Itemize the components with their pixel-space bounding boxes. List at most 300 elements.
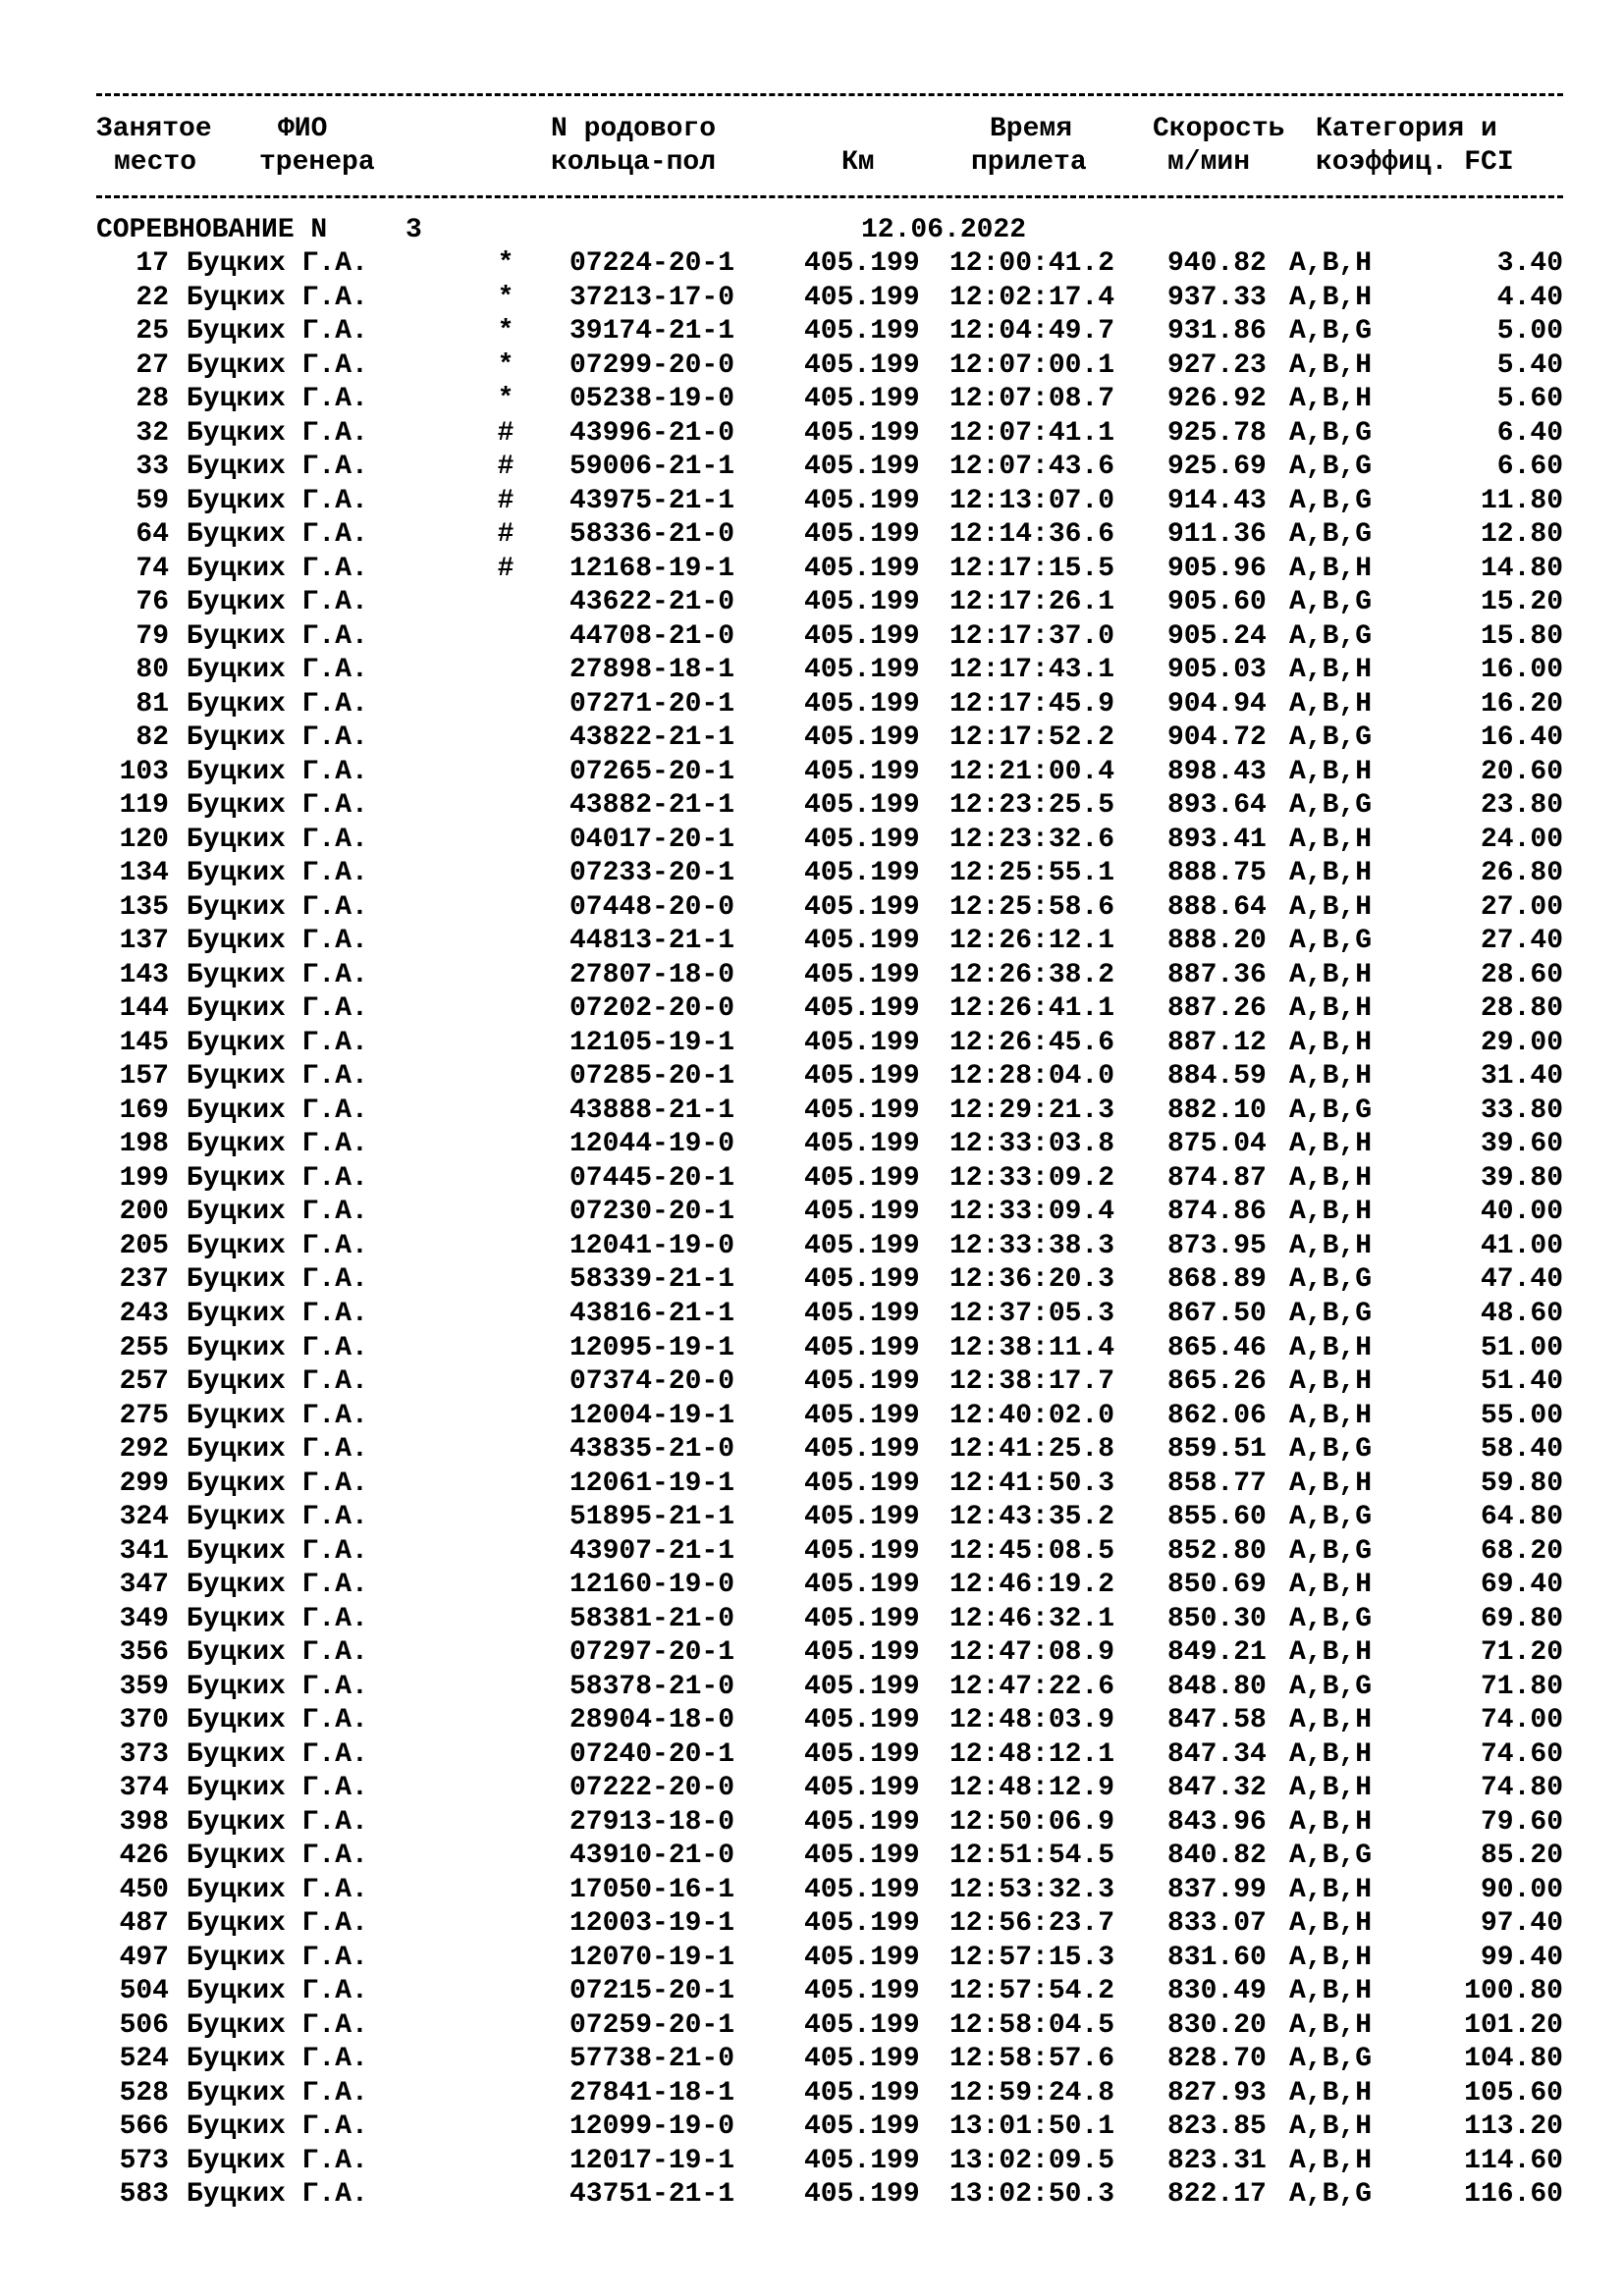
- ring-number-cell: 51895-21-1: [569, 1502, 735, 1533]
- category-cell: A,B,G: [1289, 1535, 1373, 1567]
- distance-cell: 405.199: [804, 1841, 920, 1872]
- category-cell: A,B,G: [1289, 1298, 1373, 1329]
- speed-cell: 865.46: [1167, 1332, 1267, 1363]
- ring-number-cell: 07374-20-0: [569, 1366, 735, 1398]
- speed-cell: 874.87: [1167, 1162, 1267, 1194]
- distance-cell: 405.199: [804, 1603, 920, 1634]
- speed-cell: 873.95: [1167, 1230, 1267, 1261]
- distance-cell: 405.199: [804, 1129, 920, 1160]
- ring-number-cell: 07285-20-1: [569, 1061, 735, 1093]
- coach-name-cell: Буцких Г.А.: [187, 790, 368, 822]
- coach-name-cell: Буцких Г.А.: [187, 1841, 368, 1872]
- table-row: [0, 1365, 1624, 1400]
- arrival-time-cell: 12:47:22.6: [949, 1671, 1115, 1702]
- arrival-time-cell: 13:01:50.1: [949, 2111, 1115, 2143]
- arrival-time-cell: 12:28:04.0: [949, 1061, 1115, 1093]
- fci-coefficient-cell: 27.40: [1480, 926, 1563, 957]
- fci-coefficient-cell: 97.40: [1480, 1908, 1563, 1940]
- distance-cell: 405.199: [804, 1637, 920, 1669]
- place-cell: 120: [119, 824, 169, 855]
- arrival-time-cell: 12:48:12.1: [949, 1738, 1115, 1770]
- distance-cell: 405.199: [804, 1738, 920, 1770]
- header-speed: Скорость: [1153, 114, 1285, 144]
- table-row: [0, 2077, 1624, 2111]
- arrival-time-cell: 12:48:03.9: [949, 1705, 1115, 1736]
- coach-name-cell: Буцких Г.А.: [187, 1027, 368, 1058]
- category-cell: A,B,H: [1289, 959, 1373, 990]
- arrival-time-cell: 12:00:41.2: [949, 248, 1115, 279]
- arrival-time-cell: 12:02:17.4: [949, 282, 1115, 313]
- category-cell: A,B,G: [1289, 1841, 1373, 1872]
- ring-number-cell: 57738-21-0: [569, 2044, 735, 2075]
- category-cell: A,B,H: [1289, 553, 1373, 584]
- coach-name-cell: Буцких Г.А.: [187, 1773, 368, 1804]
- speed-cell: 888.75: [1167, 858, 1267, 889]
- place-cell: 80: [135, 655, 169, 686]
- place-cell: 32: [135, 417, 169, 449]
- distance-cell: 405.199: [804, 1434, 920, 1466]
- table-row: [0, 1433, 1624, 1468]
- place-cell: 583: [119, 2179, 169, 2211]
- fci-coefficient-cell: 71.80: [1480, 1671, 1563, 1702]
- distance-cell: 405.199: [804, 2009, 920, 2041]
- fci-coefficient-cell: 5.40: [1496, 349, 1563, 381]
- mark-cell: #: [497, 553, 514, 584]
- ring-number-cell: 37213-17-0: [569, 282, 735, 313]
- table-row: [0, 1874, 1624, 1908]
- place-cell: 524: [119, 2044, 169, 2075]
- arrival-time-cell: 12:26:38.2: [949, 959, 1115, 990]
- fci-coefficient-cell: 71.20: [1480, 1637, 1563, 1669]
- ring-number-cell: 12061-19-1: [569, 1468, 735, 1499]
- speed-cell: 874.86: [1167, 1197, 1267, 1228]
- table-row: [0, 2145, 1624, 2179]
- ring-number-cell: 17050-16-1: [569, 1874, 735, 1905]
- place-cell: 292: [119, 1434, 169, 1466]
- distance-cell: 405.199: [804, 1908, 920, 1940]
- fci-coefficient-cell: 74.60: [1480, 1738, 1563, 1770]
- mark-cell: *: [497, 384, 514, 415]
- coach-name-cell: Буцких Г.А.: [187, 485, 368, 516]
- fci-coefficient-cell: 116.60: [1464, 2179, 1563, 2211]
- table-row: [0, 1840, 1624, 1874]
- speed-cell: 847.58: [1167, 1705, 1267, 1736]
- fci-coefficient-cell: 55.00: [1480, 1400, 1563, 1431]
- place-cell: 119: [119, 790, 169, 822]
- top-separator: [96, 93, 1563, 96]
- header-time: Время: [990, 114, 1073, 144]
- ring-number-cell: 04017-20-1: [569, 824, 735, 855]
- category-cell: A,B,H: [1289, 384, 1373, 415]
- coach-name-cell: Буцких Г.А.: [187, 2179, 368, 2211]
- fci-coefficient-cell: 5.00: [1496, 316, 1563, 347]
- distance-cell: 405.199: [804, 2111, 920, 2143]
- coach-name-cell: Буцких Г.А.: [187, 1298, 368, 1329]
- speed-cell: 893.41: [1167, 824, 1267, 855]
- fci-coefficient-cell: 69.40: [1480, 1570, 1563, 1601]
- coach-name-cell: Буцких Г.А.: [187, 1535, 368, 1567]
- place-cell: 79: [135, 620, 169, 652]
- place-cell: 17: [135, 248, 169, 279]
- category-cell: A,B,H: [1289, 1976, 1373, 2007]
- ring-number-cell: 07299-20-0: [569, 349, 735, 381]
- table-row: [0, 857, 1624, 891]
- fci-coefficient-cell: 28.60: [1480, 959, 1563, 990]
- distance-cell: 405.199: [804, 417, 920, 449]
- arrival-time-cell: 12:58:04.5: [949, 2009, 1115, 2041]
- table-row: [0, 1400, 1624, 1434]
- table-row: [0, 1298, 1624, 1332]
- table-row: [0, 1332, 1624, 1366]
- fci-coefficient-cell: 31.40: [1480, 1061, 1563, 1093]
- speed-cell: 931.86: [1167, 316, 1267, 347]
- category-cell: A,B,H: [1289, 1738, 1373, 1770]
- arrival-time-cell: 12:40:02.0: [949, 1400, 1115, 1431]
- category-cell: A,B,H: [1289, 1162, 1373, 1194]
- fci-coefficient-cell: 74.00: [1480, 1705, 1563, 1736]
- speed-cell: 888.64: [1167, 891, 1267, 923]
- ring-number-cell: 43996-21-0: [569, 417, 735, 449]
- place-cell: 137: [119, 926, 169, 957]
- fci-coefficient-cell: 51.00: [1480, 1332, 1563, 1363]
- place-cell: 506: [119, 2009, 169, 2041]
- arrival-time-cell: 12:59:24.8: [949, 2077, 1115, 2109]
- ring-number-cell: 12160-19-0: [569, 1570, 735, 1601]
- fci-coefficient-cell: 79.60: [1480, 1806, 1563, 1838]
- category-cell: A,B,G: [1289, 1502, 1373, 1533]
- place-cell: 25: [135, 316, 169, 347]
- fci-coefficient-cell: 28.80: [1480, 993, 1563, 1025]
- speed-cell: 905.03: [1167, 655, 1267, 686]
- fci-coefficient-cell: 101.20: [1464, 2009, 1563, 2041]
- distance-cell: 405.199: [804, 993, 920, 1025]
- table-row: [0, 1027, 1624, 1061]
- place-cell: 573: [119, 2145, 169, 2176]
- table-row: [0, 383, 1624, 417]
- table-row: [0, 824, 1624, 858]
- place-cell: 198: [119, 1129, 169, 1160]
- category-cell: A,B,H: [1289, 1197, 1373, 1228]
- table-row: [0, 1128, 1624, 1162]
- speed-cell: 849.21: [1167, 1637, 1267, 1669]
- ring-number-cell: 43816-21-1: [569, 1298, 735, 1329]
- fci-coefficient-cell: 24.00: [1480, 824, 1563, 855]
- distance-cell: 405.199: [804, 790, 920, 822]
- place-cell: 257: [119, 1366, 169, 1398]
- speed-cell: 905.60: [1167, 587, 1267, 618]
- distance-cell: 405.199: [804, 2145, 920, 2176]
- distance-cell: 405.199: [804, 722, 920, 754]
- fci-coefficient-cell: 33.80: [1480, 1095, 1563, 1126]
- table-row: [0, 1636, 1624, 1671]
- speed-cell: 927.23: [1167, 349, 1267, 381]
- arrival-time-cell: 12:23:32.6: [949, 824, 1115, 855]
- header-ring: N родового: [551, 114, 717, 144]
- distance-cell: 405.199: [804, 248, 920, 279]
- fci-coefficient-cell: 47.40: [1480, 1264, 1563, 1296]
- table-row: [0, 451, 1624, 485]
- table-row: [0, 1772, 1624, 1806]
- fci-coefficient-cell: 27.00: [1480, 891, 1563, 923]
- table-row: [0, 247, 1624, 282]
- category-cell: A,B,H: [1289, 1570, 1373, 1601]
- ring-number-cell: 12070-19-1: [569, 1942, 735, 1973]
- place-cell: 497: [119, 1942, 169, 1973]
- table-row: [0, 417, 1624, 452]
- arrival-time-cell: 12:26:45.6: [949, 1027, 1115, 1058]
- coach-name-cell: Буцких Г.А.: [187, 452, 368, 483]
- category-cell: A,B,H: [1289, 858, 1373, 889]
- mark-cell: *: [497, 316, 514, 347]
- arrival-time-cell: 12:25:55.1: [949, 858, 1115, 889]
- ring-number-cell: 07222-20-0: [569, 1773, 735, 1804]
- competition-line: [0, 214, 1624, 247]
- table-row: [0, 620, 1624, 655]
- speed-cell: 855.60: [1167, 1502, 1267, 1533]
- distance-cell: 405.199: [804, 553, 920, 584]
- arrival-time-cell: 12:43:35.2: [949, 1502, 1115, 1533]
- coach-name-cell: Буцких Г.А.: [187, 553, 368, 584]
- place-cell: 157: [119, 1061, 169, 1093]
- ring-number-cell: 07265-20-1: [569, 756, 735, 787]
- fci-coefficient-cell: 14.80: [1480, 553, 1563, 584]
- ring-number-cell: 07202-20-0: [569, 993, 735, 1025]
- distance-cell: 405.199: [804, 1332, 920, 1363]
- coach-name-cell: Буцких Г.А.: [187, 417, 368, 449]
- speed-cell: 911.36: [1167, 519, 1267, 551]
- arrival-time-cell: 12:25:58.6: [949, 891, 1115, 923]
- ring-number-cell: 43907-21-1: [569, 1535, 735, 1567]
- speed-cell: 865.26: [1167, 1366, 1267, 1398]
- table-row: [0, 891, 1624, 926]
- mark-cell: #: [497, 519, 514, 551]
- table-row: [0, 315, 1624, 349]
- competition-date: 12.06.2022: [861, 215, 1027, 245]
- header-row-1: [0, 113, 1624, 146]
- category-cell: A,B,G: [1289, 1671, 1373, 1702]
- place-cell: 144: [119, 993, 169, 1025]
- place-cell: 103: [119, 756, 169, 787]
- ring-number-cell: 43975-21-1: [569, 485, 735, 516]
- arrival-time-cell: 12:13:07.0: [949, 485, 1115, 516]
- category-cell: A,B,H: [1289, 1061, 1373, 1093]
- category-cell: A,B,G: [1289, 417, 1373, 449]
- category-cell: A,B,G: [1289, 1264, 1373, 1296]
- distance-cell: 405.199: [804, 384, 920, 415]
- category-cell: A,B,H: [1289, 1942, 1373, 1973]
- arrival-time-cell: 12:33:09.4: [949, 1197, 1115, 1228]
- table-row: [0, 1196, 1624, 1230]
- speed-cell: 850.69: [1167, 1570, 1267, 1601]
- coach-name-cell: Буцких Г.А.: [187, 1502, 368, 1533]
- table-row: [0, 1535, 1624, 1570]
- table-row: [0, 1162, 1624, 1197]
- speed-cell: 862.06: [1167, 1400, 1267, 1431]
- fci-coefficient-cell: 23.80: [1480, 790, 1563, 822]
- category-cell: A,B,H: [1289, 1908, 1373, 1940]
- table-row: [0, 1806, 1624, 1841]
- coach-name-cell: Буцких Г.А.: [187, 1434, 368, 1466]
- ring-number-cell: 12004-19-1: [569, 1400, 735, 1431]
- distance-cell: 405.199: [804, 2077, 920, 2109]
- arrival-time-cell: 12:48:12.9: [949, 1773, 1115, 1804]
- coach-name-cell: Буцких Г.А.: [187, 349, 368, 381]
- speed-cell: 848.80: [1167, 1671, 1267, 1702]
- distance-cell: 405.199: [804, 282, 920, 313]
- mark-cell: *: [497, 248, 514, 279]
- arrival-time-cell: 12:36:20.3: [949, 1264, 1115, 1296]
- place-cell: 374: [119, 1773, 169, 1804]
- ring-number-cell: 07448-20-0: [569, 891, 735, 923]
- table-row: [0, 282, 1624, 316]
- header-name: ФИО: [278, 114, 328, 144]
- category-cell: A,B,G: [1289, 1603, 1373, 1634]
- speed-cell: 925.69: [1167, 452, 1267, 483]
- coach-name-cell: Буцких Г.А.: [187, 1400, 368, 1431]
- place-cell: 28: [135, 384, 169, 415]
- place-cell: 299: [119, 1468, 169, 1499]
- speed-cell: 823.31: [1167, 2145, 1267, 2176]
- fci-coefficient-cell: 39.80: [1480, 1162, 1563, 1194]
- place-cell: 76: [135, 587, 169, 618]
- arrival-time-cell: 12:21:00.4: [949, 756, 1115, 787]
- coach-name-cell: Буцких Г.А.: [187, 959, 368, 990]
- mark-cell: #: [497, 417, 514, 449]
- arrival-time-cell: 13:02:09.5: [949, 2145, 1115, 2176]
- speed-cell: 837.99: [1167, 1874, 1267, 1905]
- table-row: [0, 553, 1624, 587]
- arrival-time-cell: 12:46:19.2: [949, 1570, 1115, 1601]
- arrival-time-cell: 12:07:08.7: [949, 384, 1115, 415]
- distance-cell: 405.199: [804, 1197, 920, 1228]
- speed-cell: 823.85: [1167, 2111, 1267, 2143]
- coach-name-cell: Буцких Г.А.: [187, 1874, 368, 1905]
- ring-number-cell: 43822-21-1: [569, 722, 735, 754]
- table-row: [0, 2043, 1624, 2077]
- ring-number-cell: 12105-19-1: [569, 1027, 735, 1058]
- category-cell: A,B,H: [1289, 1773, 1373, 1804]
- category-cell: A,B,G: [1289, 2044, 1373, 2075]
- place-cell: 237: [119, 1264, 169, 1296]
- distance-cell: 405.199: [804, 1773, 920, 1804]
- header-separator: [96, 195, 1563, 198]
- fci-coefficient-cell: 105.60: [1464, 2077, 1563, 2109]
- coach-name-cell: Буцких Г.А.: [187, 1705, 368, 1736]
- header-km: Км: [841, 147, 875, 178]
- coach-name-cell: Буцких Г.А.: [187, 1230, 368, 1261]
- coach-name-cell: Буцких Г.А.: [187, 722, 368, 754]
- ring-number-cell: 12017-19-1: [569, 2145, 735, 2176]
- distance-cell: 405.199: [804, 858, 920, 889]
- table-row: [0, 1975, 1624, 2009]
- category-cell: A,B,G: [1289, 452, 1373, 483]
- ring-number-cell: 12041-19-0: [569, 1230, 735, 1261]
- fci-coefficient-cell: 4.40: [1496, 282, 1563, 313]
- table-row: [0, 1704, 1624, 1738]
- category-cell: A,B,H: [1289, 1468, 1373, 1499]
- category-cell: A,B,H: [1289, 2145, 1373, 2176]
- distance-cell: 405.199: [804, 688, 920, 720]
- fci-coefficient-cell: 99.40: [1480, 1942, 1563, 1973]
- distance-cell: 405.199: [804, 587, 920, 618]
- place-cell: 359: [119, 1671, 169, 1702]
- category-cell: A,B,H: [1289, 248, 1373, 279]
- category-cell: A,B,H: [1289, 282, 1373, 313]
- speed-cell: 858.77: [1167, 1468, 1267, 1499]
- arrival-time-cell: 12:53:32.3: [949, 1874, 1115, 1905]
- category-cell: A,B,H: [1289, 655, 1373, 686]
- table-row: [0, 586, 1624, 620]
- place-cell: 398: [119, 1806, 169, 1838]
- ring-number-cell: 07297-20-1: [569, 1637, 735, 1669]
- place-cell: 426: [119, 1841, 169, 1872]
- coach-name-cell: Буцких Г.А.: [187, 1976, 368, 2007]
- fci-coefficient-cell: 41.00: [1480, 1230, 1563, 1261]
- table-row: [0, 485, 1624, 519]
- category-cell: A,B,G: [1289, 1434, 1373, 1466]
- distance-cell: 405.199: [804, 2044, 920, 2075]
- coach-name-cell: Буцких Г.А.: [187, 248, 368, 279]
- results-table: [0, 247, 1624, 2213]
- coach-name-cell: Буцких Г.А.: [187, 316, 368, 347]
- coach-name-cell: Буцких Г.А.: [187, 384, 368, 415]
- coach-name-cell: Буцких Г.А.: [187, 858, 368, 889]
- place-cell: 22: [135, 282, 169, 313]
- category-cell: A,B,H: [1289, 2111, 1373, 2143]
- header-time-2: прилета: [971, 147, 1087, 178]
- table-row: [0, 1263, 1624, 1298]
- header-category: Категория и: [1316, 114, 1497, 144]
- arrival-time-cell: 12:38:17.7: [949, 1366, 1115, 1398]
- arrival-time-cell: 12:14:36.6: [949, 519, 1115, 551]
- place-cell: 33: [135, 452, 169, 483]
- place-cell: 341: [119, 1535, 169, 1567]
- ring-number-cell: 07233-20-1: [569, 858, 735, 889]
- arrival-time-cell: 12:26:41.1: [949, 993, 1115, 1025]
- place-cell: 255: [119, 1332, 169, 1363]
- distance-cell: 405.199: [804, 1705, 920, 1736]
- category-cell: A,B,H: [1289, 993, 1373, 1025]
- fci-coefficient-cell: 12.80: [1480, 519, 1563, 551]
- place-cell: 450: [119, 1874, 169, 1905]
- header-category-2: коэффиц. FCI: [1316, 147, 1514, 178]
- fci-coefficient-cell: 16.20: [1480, 688, 1563, 720]
- arrival-time-cell: 12:41:25.8: [949, 1434, 1115, 1466]
- coach-name-cell: Буцких Г.А.: [187, 824, 368, 855]
- category-cell: A,B,G: [1289, 1095, 1373, 1126]
- table-row: [0, 518, 1624, 553]
- category-cell: A,B,G: [1289, 587, 1373, 618]
- speed-cell: 888.20: [1167, 926, 1267, 957]
- table-row: [0, 1501, 1624, 1535]
- speed-cell: 847.34: [1167, 1738, 1267, 1770]
- distance-cell: 405.199: [804, 1366, 920, 1398]
- coach-name-cell: Буцких Г.А.: [187, 620, 368, 652]
- place-cell: 370: [119, 1705, 169, 1736]
- arrival-time-cell: 13:02:50.3: [949, 2179, 1115, 2211]
- category-cell: A,B,H: [1289, 891, 1373, 923]
- ring-number-cell: 58336-21-0: [569, 519, 735, 551]
- coach-name-cell: Буцких Г.А.: [187, 1603, 368, 1634]
- category-cell: A,B,H: [1289, 756, 1373, 787]
- place-cell: 356: [119, 1637, 169, 1669]
- fci-coefficient-cell: 100.80: [1464, 1976, 1563, 2007]
- distance-cell: 405.199: [804, 620, 920, 652]
- place-cell: 205: [119, 1230, 169, 1261]
- ring-number-cell: 43622-21-0: [569, 587, 735, 618]
- fci-coefficient-cell: 68.20: [1480, 1535, 1563, 1567]
- place-cell: 74: [135, 553, 169, 584]
